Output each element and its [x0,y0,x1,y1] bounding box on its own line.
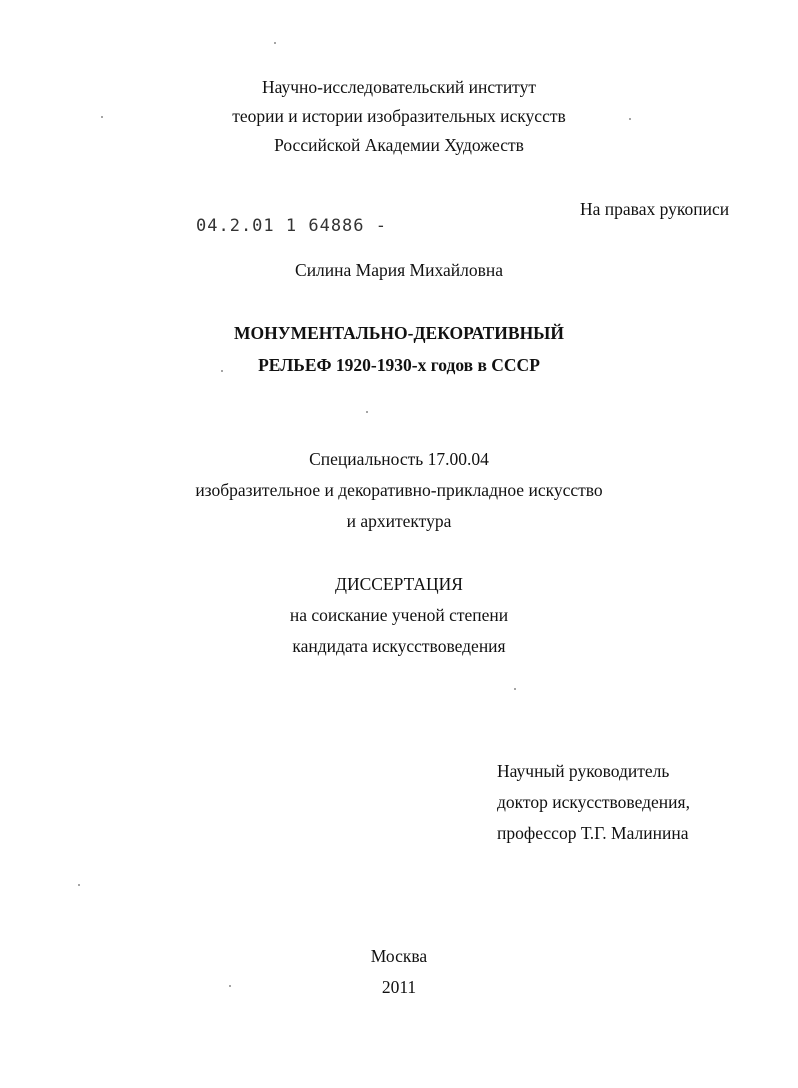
author-name: Силина Мария Михайловна [295,260,503,280]
institution-line-1: Научно-исследовательский институт [261,77,536,97]
scan-speck [366,411,368,413]
place: Москва [370,946,428,966]
scan-speck [101,116,103,118]
work-type-line-1: на соискание ученой степени [289,605,509,625]
specialty-line-1: Специальность 17.00.04 [309,449,489,469]
work-type-line-2: кандидата искусствоведения [292,636,506,656]
institution-line-3: Российской Академии Художеств [274,135,524,155]
year: 2011 [381,977,417,997]
institution-line-2: теории и истории изобразительных искусств [232,106,566,126]
specialty-line-2: изобразительное и декоративно-прикладное искусство [195,480,603,500]
catalog-stamp: 04.2.01 1 64886 - [196,216,387,236]
scan-speck [514,688,516,690]
scan-speck [229,985,231,987]
supervisor-line-3: профессор Т.Г. Малинина [497,823,689,843]
scan-speck [274,42,276,44]
supervisor-line-2: доктор искусствоведения, [497,792,690,812]
work-type-label: ДИССЕРТАЦИЯ [335,574,463,594]
scan-speck [78,884,80,886]
scan-speck [221,370,223,372]
title-line-1: МОНУМЕНТАЛЬНО-ДЕКОРАТИВНЫЙ [234,323,564,343]
title-line-2: РЕЛЬЕФ 1920-1930-х годов в СССР [258,355,540,375]
specialty-line-3: и архитектура [346,511,452,531]
rights-note: На правах рукописи [580,199,730,219]
supervisor-line-1: Научный руководитель [497,761,670,781]
scan-speck [629,118,631,120]
